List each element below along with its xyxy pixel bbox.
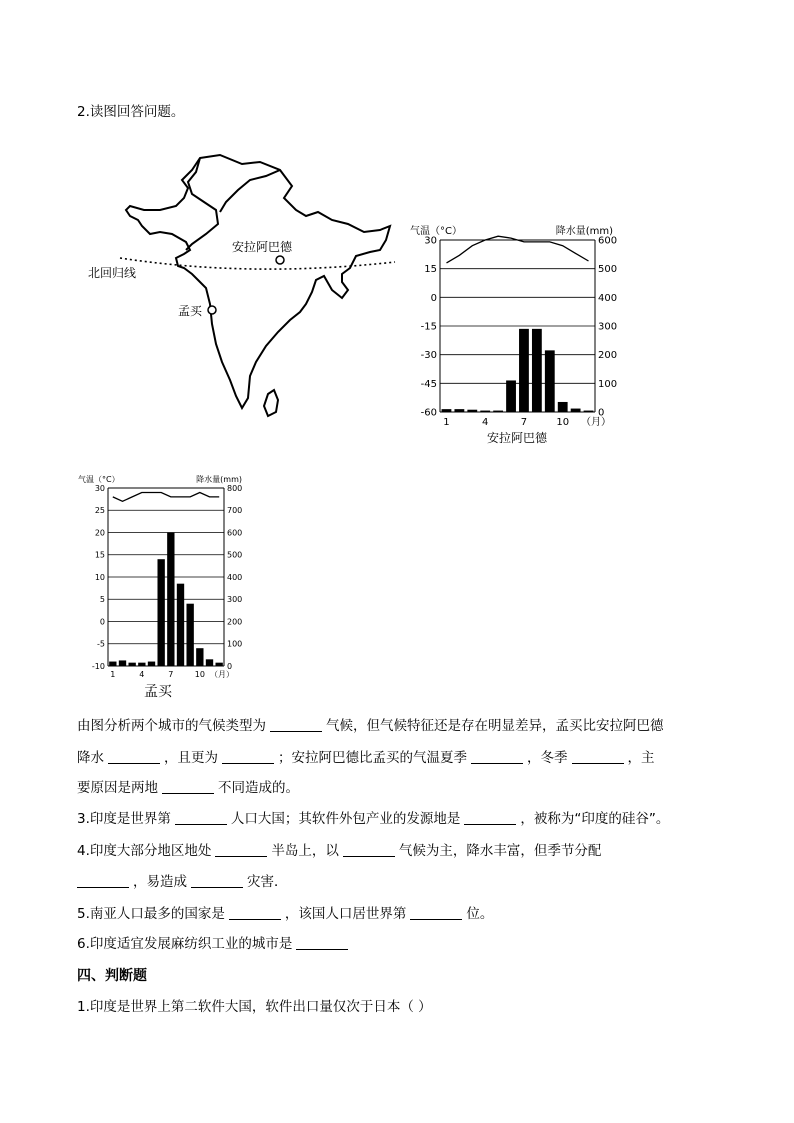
answer-blank[interactable] bbox=[175, 810, 227, 825]
temperature-tick-label: 25 bbox=[94, 506, 105, 516]
precipitation-tick-label: 200 bbox=[227, 617, 243, 627]
tropic-of-cancer-label: 北回归线 bbox=[88, 266, 137, 280]
precipitation-bar bbox=[186, 604, 193, 666]
question-2-line-3: 要原因是两地 不同造成的。 bbox=[77, 780, 299, 796]
question-4-line-1: 4.印度大部分地区地处 半岛上，以 气候为主，降水丰富，但季节分配 bbox=[77, 843, 602, 859]
temperature-tick-label: 10 bbox=[94, 572, 105, 582]
month-unit-label: （月） bbox=[581, 417, 611, 428]
temperature-tick-label: 30 bbox=[94, 483, 105, 493]
precipitation-bar bbox=[206, 659, 213, 666]
precipitation-bar bbox=[493, 411, 503, 412]
precipitation-bar bbox=[519, 329, 529, 412]
answer-blank[interactable] bbox=[296, 935, 348, 950]
answer-blank[interactable] bbox=[270, 717, 322, 732]
climate-chart-allahabad bbox=[410, 222, 618, 450]
temperature-tick-label: 5 bbox=[99, 595, 105, 605]
answer-blank[interactable] bbox=[162, 779, 214, 794]
precipitation-bar bbox=[128, 663, 135, 666]
precipitation-tick-label: 200 bbox=[598, 350, 618, 362]
precipitation-tick-label: 600 bbox=[227, 528, 243, 538]
precipitation-tick-label: 0 bbox=[598, 407, 605, 419]
precipitation-bar bbox=[138, 663, 145, 666]
precipitation-bar bbox=[532, 329, 542, 412]
question-4-line-2: ，易造成 灾害． bbox=[77, 873, 288, 891]
answer-blank[interactable] bbox=[222, 749, 274, 764]
month-tick-label: 1 bbox=[110, 670, 116, 679]
temperature-tick-label: -30 bbox=[420, 350, 437, 362]
temperature-tick-label: 30 bbox=[424, 235, 437, 247]
temperature-curve bbox=[113, 493, 219, 502]
section-4-heading: 四、判断题 bbox=[77, 968, 147, 984]
temperature-tick-label: -45 bbox=[420, 378, 437, 390]
question-3: 3.印度是世界第 人口大国；其软件外包产业的发源地是 ，被称为“印度的硅谷”。 bbox=[77, 811, 670, 827]
question-2-line-1: 由图分析两个城市的气候类型为 气候，但气候特征还是存在明显差异，孟买比安拉阿巴德 bbox=[77, 718, 664, 734]
south-asia-map bbox=[80, 150, 410, 430]
judge-question-1: 1.印度是世界上第二软件大国，软件出口量仅次于日本（ ） bbox=[77, 999, 432, 1015]
city-mumbai-marker bbox=[208, 306, 216, 314]
month-tick-label: 4 bbox=[482, 417, 489, 428]
precipitation-bar bbox=[454, 409, 464, 412]
right-axis-label: 降水量(mm) bbox=[196, 475, 242, 484]
precipitation-bar bbox=[571, 409, 581, 412]
month-unit-label: （月） bbox=[210, 670, 234, 679]
answer-blank[interactable] bbox=[471, 749, 523, 764]
answer-blank[interactable] bbox=[572, 749, 624, 764]
precipitation-bar bbox=[467, 410, 477, 412]
precipitation-tick-label: 100 bbox=[598, 378, 618, 390]
precipitation-tick-label: 300 bbox=[598, 321, 618, 333]
temperature-tick-label: -10 bbox=[91, 661, 105, 671]
sri-lanka bbox=[264, 390, 278, 416]
precipitation-tick-label: 400 bbox=[227, 572, 243, 582]
question-2-title: 2.读图回答问题。 bbox=[77, 104, 185, 120]
city-ahmedabad-marker bbox=[276, 256, 284, 264]
month-tick-label: 1 bbox=[443, 417, 450, 428]
precipitation-bar bbox=[148, 662, 155, 666]
question-6: 6.印度适宜发展麻纺织工业的城市是 bbox=[77, 935, 352, 953]
answer-blank[interactable] bbox=[410, 905, 462, 920]
climate-chart-mumbai bbox=[78, 470, 248, 702]
left-axis-label: 气温（°C） bbox=[78, 475, 120, 484]
precipitation-tick-label: 600 bbox=[598, 235, 618, 247]
temperature-tick-label: 20 bbox=[94, 528, 105, 538]
precipitation-tick-label: 300 bbox=[227, 595, 243, 605]
temperature-tick-label: 0 bbox=[99, 617, 105, 627]
chart-title: 孟买 bbox=[144, 684, 172, 700]
answer-blank[interactable] bbox=[77, 873, 129, 888]
subcontinent-outline bbox=[126, 155, 390, 408]
precipitation-tick-label: 400 bbox=[598, 292, 618, 304]
answer-blank[interactable] bbox=[215, 842, 267, 857]
city-ahmedabad-label: 安拉阿巴德 bbox=[232, 240, 293, 254]
chart-title: 安拉阿巴德 bbox=[486, 431, 548, 445]
precipitation-bar bbox=[119, 660, 126, 666]
precipitation-tick-label: 500 bbox=[227, 550, 243, 560]
month-tick-label: 7 bbox=[168, 670, 174, 679]
precipitation-tick-label: 100 bbox=[227, 639, 243, 649]
precipitation-bar bbox=[545, 350, 555, 412]
precipitation-tick-label: 700 bbox=[227, 506, 243, 516]
precipitation-bar bbox=[167, 533, 174, 667]
answer-blank[interactable] bbox=[191, 873, 243, 888]
precipitation-bar bbox=[109, 662, 116, 666]
month-tick-label: 10 bbox=[194, 670, 205, 679]
precipitation-bar bbox=[215, 663, 222, 666]
answer-blank[interactable] bbox=[343, 842, 395, 857]
right-axis-label: 降水量(mm) bbox=[555, 226, 613, 237]
interior-boundary-line-2 bbox=[220, 170, 280, 212]
temperature-tick-label: 15 bbox=[94, 550, 105, 560]
temperature-tick-label: 15 bbox=[424, 264, 437, 276]
precipitation-bar bbox=[480, 411, 490, 412]
precipitation-tick-label: 0 bbox=[227, 661, 233, 671]
month-tick-label: 10 bbox=[556, 417, 570, 428]
answer-blank[interactable] bbox=[229, 905, 281, 920]
temperature-tick-label: -15 bbox=[420, 321, 437, 333]
precipitation-bar bbox=[442, 409, 452, 412]
precipitation-bar bbox=[157, 559, 164, 666]
temperature-tick-label: -60 bbox=[420, 407, 437, 419]
precipitation-bar bbox=[506, 380, 516, 412]
month-tick-label: 4 bbox=[139, 670, 145, 679]
temperature-tick-label: -5 bbox=[97, 639, 105, 649]
answer-blank[interactable] bbox=[108, 749, 160, 764]
precipitation-bar bbox=[558, 402, 568, 412]
city-mumbai-label: 孟买 bbox=[178, 304, 203, 318]
answer-blank[interactable] bbox=[464, 810, 516, 825]
precipitation-tick-label: 800 bbox=[227, 483, 243, 493]
precipitation-bar bbox=[584, 411, 594, 412]
precipitation-bar bbox=[177, 584, 184, 666]
question-2-line-2: 降水 ，且更为 ；安拉阿巴德比孟买的气温夏季 ，冬季 ，主 bbox=[77, 750, 655, 766]
temperature-tick-label: 0 bbox=[430, 292, 437, 304]
question-5: 5.南亚人口最多的国家是 ，该国人口居世界第 位。 bbox=[77, 906, 494, 922]
precipitation-bar bbox=[196, 648, 203, 666]
month-tick-label: 7 bbox=[520, 417, 528, 428]
precipitation-tick-label: 500 bbox=[598, 264, 618, 276]
left-axis-label: 气温（°C） bbox=[410, 226, 462, 237]
